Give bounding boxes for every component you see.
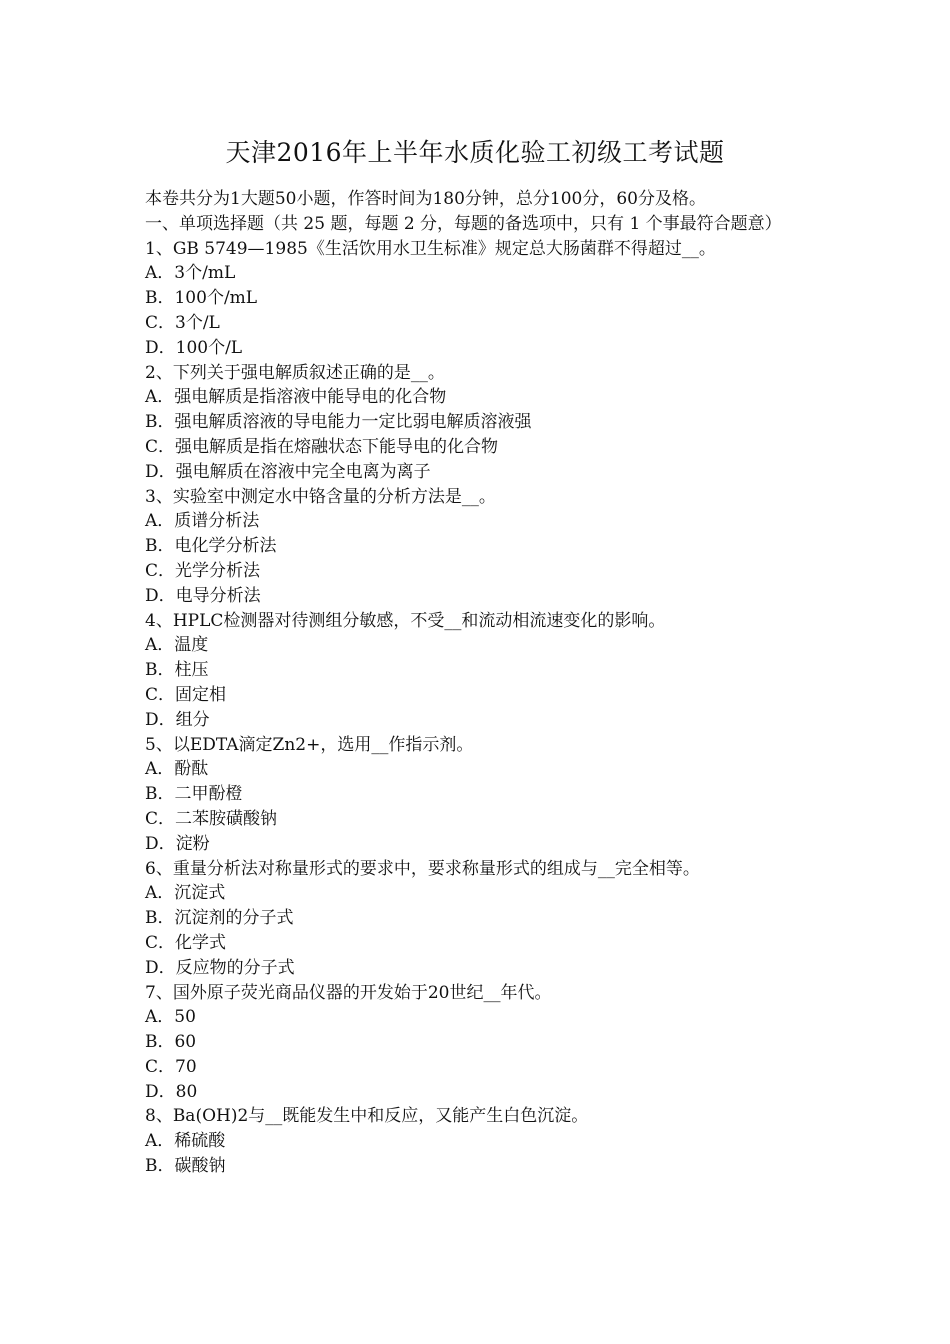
question-1 xyxy=(145,237,810,361)
option-a: A．稀硫酸 xyxy=(145,1131,226,1152)
question-7 xyxy=(145,981,810,1105)
option-c: C．二苯胺磺酸钠 xyxy=(145,808,278,829)
option-c: C．强电解质是指在熔融状态下能导电的化合物 xyxy=(145,436,499,457)
question-stem: 5、以EDTA滴定Zn2+，选用__作指示剂。 xyxy=(145,734,474,755)
option-b: B．碳酸钠 xyxy=(145,1156,226,1177)
document-body xyxy=(145,187,810,1179)
option-a: A．质谱分析法 xyxy=(145,511,260,532)
option-a: A．温度 xyxy=(145,635,209,656)
section-heading: 一、单项选择题（共 25 题，每题 2 分，每题的备选项中，只有 1 个事最符合题意） xyxy=(145,213,782,234)
option-c: C．固定相 xyxy=(145,684,227,705)
question-stem: 4、HPLC检测器对待测组分敏感，不受__和流动相流速变化的影响。 xyxy=(145,610,666,631)
option-a: A．酚酞 xyxy=(145,759,209,780)
option-d: D．淀粉 xyxy=(145,833,210,854)
question-6 xyxy=(145,857,810,981)
option-b: B．柱压 xyxy=(145,660,209,681)
option-d: D．80 xyxy=(145,1081,198,1102)
option-b: B．电化学分析法 xyxy=(145,536,277,557)
option-d: D．强电解质在溶液中完全电离为离子 xyxy=(145,461,431,482)
question-5 xyxy=(145,733,810,857)
option-d: D．组分 xyxy=(145,709,210,730)
question-stem: 1、GB 5749—1985《生活饮用水卫生标准》规定总大肠菌群不得超过__。 xyxy=(145,238,716,259)
option-b: B．60 xyxy=(145,1032,197,1053)
option-b: B．沉淀剂的分子式 xyxy=(145,908,294,929)
option-d: D．电导分析法 xyxy=(145,585,261,606)
question-2 xyxy=(145,361,810,485)
option-b: B．100个/mL xyxy=(145,288,258,309)
option-d: D．反应物的分子式 xyxy=(145,957,295,978)
option-b: B．强电解质溶液的导电能力一定比弱电解质溶液强 xyxy=(145,412,532,433)
option-c: C．70 xyxy=(145,1056,197,1077)
question-stem: 6、重量分析法对称量形式的要求中，要求称量形式的组成与__完全相等。 xyxy=(145,858,700,879)
option-a: A．沉淀式 xyxy=(145,883,226,904)
option-d: D．100个/L xyxy=(145,337,243,358)
option-a: A．3个/mL xyxy=(145,263,236,284)
exam-intro: 本卷共分为1大题50小题，作答时间为180分钟，总分100分，60分及格。 xyxy=(145,189,706,209)
page-title: 天津2016年上半年水质化验工初级工考试题 xyxy=(225,138,725,167)
question-3 xyxy=(145,485,810,609)
question-8 xyxy=(145,1104,810,1178)
option-a: A．50 xyxy=(145,1007,196,1028)
option-b: B．二甲酚橙 xyxy=(145,784,243,805)
question-4 xyxy=(145,609,810,733)
question-stem: 2、下列关于强电解质叙述正确的是__。 xyxy=(145,362,445,383)
question-stem: 7、国外原子荧光商品仪器的开发始于20世纪__年代。 xyxy=(145,982,552,1003)
question-stem: 3、实验室中测定水中铬含量的分析方法是__。 xyxy=(145,486,496,507)
option-c: C．光学分析法 xyxy=(145,560,261,581)
question-stem: 8、Ba(OH)2与__既能发生中和反应，又能产生白色沉淀。 xyxy=(145,1106,589,1127)
option-a: A．强电解质是指溶液中能导电的化合物 xyxy=(145,387,447,408)
option-c: C．化学式 xyxy=(145,932,227,953)
option-c: C．3个/L xyxy=(145,312,220,333)
